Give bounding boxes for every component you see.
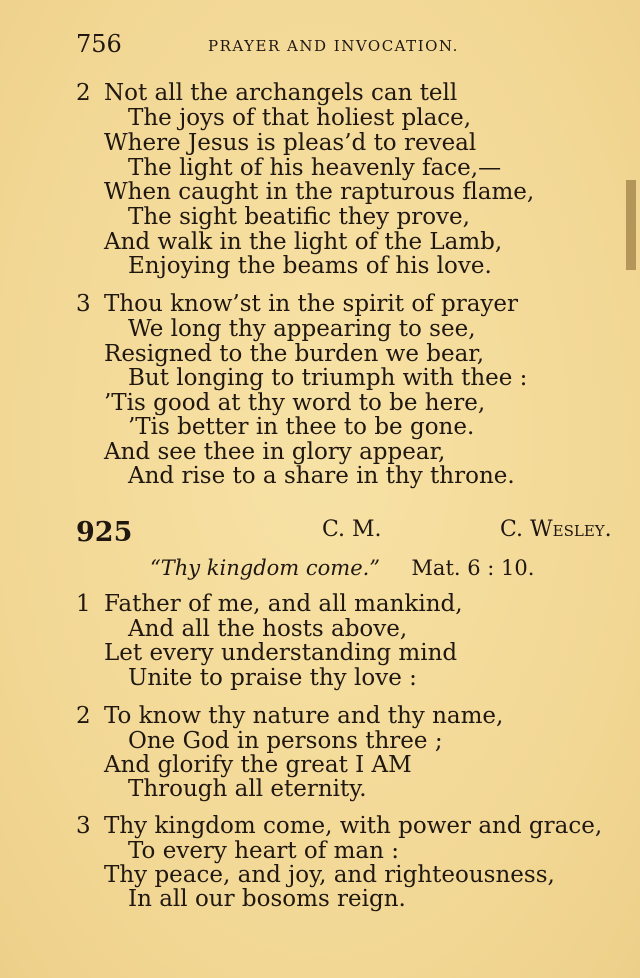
verse-line: Through all eternity. — [128, 776, 367, 802]
page-edge-shadow — [626, 180, 636, 270]
stanza-number: 3 — [76, 291, 91, 317]
verse-line: We long thy appearing to see, — [128, 316, 476, 342]
verse-line: When caught in the rapturous flame, — [104, 179, 535, 205]
verse-line: And walk in the light of the Lamb, — [104, 229, 503, 255]
verse-line: Where Jesus is pleas’d to reveal — [104, 130, 477, 156]
verse-line: ’Tis better in thee to be gone. — [128, 414, 475, 440]
verse-line: And rise to a share in thy throne. — [128, 463, 515, 489]
verse-line: And all the hosts above, — [128, 616, 408, 642]
verse-line: The light of his heavenly face,— — [128, 155, 502, 181]
stanza-number: 2 — [76, 703, 91, 729]
scripture-citation: Mat. 6 : 10. — [411, 556, 535, 580]
stanza-number: 1 — [76, 591, 91, 617]
stanza-number: 3 — [76, 813, 91, 839]
hymn-number: 925 — [76, 517, 133, 548]
verse-line: Let every understanding mind — [104, 640, 458, 666]
verse-line: To every heart of man : — [128, 838, 399, 864]
stanza-number: 2 — [76, 80, 91, 106]
page-number: 756 — [76, 30, 122, 58]
verse-line: But longing to triumph with thee : — [128, 365, 528, 391]
verse-line: Thou know’st in the spirit of prayer — [104, 291, 519, 317]
verse-line: The sight beatific they prove, — [128, 204, 470, 230]
hymn-meter: C. M. — [322, 517, 382, 542]
verse-line: In all our bosoms reign. — [128, 886, 406, 912]
verse-line: Enjoying the beams of his love. — [128, 253, 492, 279]
verse-line: Thy kingdom come, with power and grace, — [104, 813, 603, 839]
verse-line: The joys of that holiest place, — [128, 105, 472, 131]
verse-line: And glorify the great I AM — [104, 752, 412, 778]
hymn-author: C. Wesley. — [500, 517, 612, 542]
verse-line: Unite to praise thy love : — [128, 665, 417, 691]
verse-line: Resigned to the burden we bear, — [104, 341, 485, 367]
verse-line: ’Tis good at thy word to be here, — [104, 390, 486, 416]
verse-line: Not all the archangels can tell — [104, 80, 458, 106]
verse-line: Thy peace, and joy, and righteousness, — [104, 862, 555, 888]
verse-line: One God in persons three ; — [128, 728, 443, 754]
verse-line: Father of me, and all mankind, — [104, 591, 463, 617]
verse-line: To know thy nature and thy name, — [104, 703, 504, 729]
page-header — [76, 30, 496, 58]
running-title: PRAYER AND INVOCATION. — [208, 37, 459, 55]
scripture-reference — [150, 556, 534, 580]
verse-line: And see thee in glory appear, — [104, 439, 446, 465]
scripture-title: “Thy kingdom come.” — [150, 556, 381, 580]
